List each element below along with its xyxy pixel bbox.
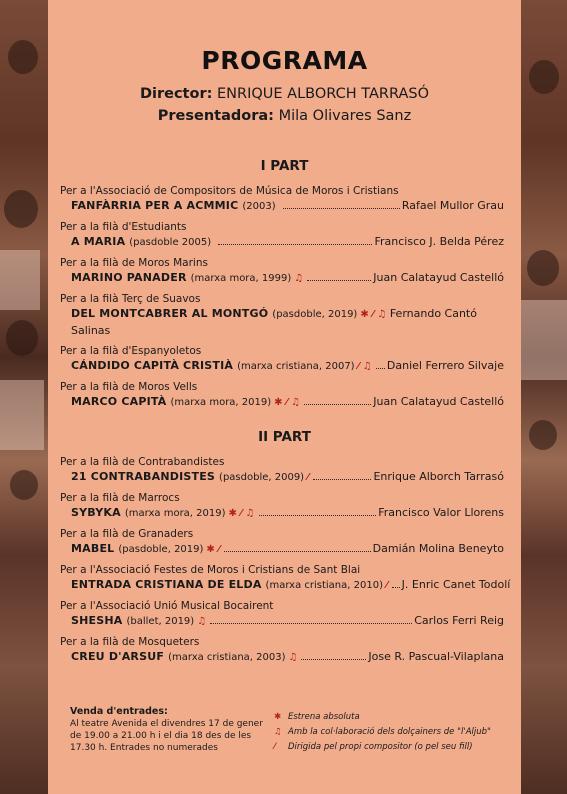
music-note-icon: ♫ xyxy=(274,727,282,737)
leader-dots xyxy=(313,479,372,480)
program-entry xyxy=(60,455,504,486)
legend-item: ⁄ Dirigida pel propi compositor (o pel seu fill) xyxy=(274,740,491,755)
program-entry xyxy=(60,220,504,251)
composer: Juan Calatayud Castelló xyxy=(373,395,504,408)
dedication: Per a l'Associació de Compositors de Música de Moros i Cristians xyxy=(60,185,399,197)
right-photo-strip xyxy=(521,0,567,794)
dedication: Per a la filà de Moros Marins xyxy=(60,257,208,269)
work-line xyxy=(60,577,511,594)
symbol-icons: ♫ xyxy=(288,652,298,663)
work-details: (marxa cristiana, 2007) xyxy=(237,361,355,372)
leader-dots xyxy=(304,404,371,405)
leader-dots xyxy=(224,551,371,552)
dedication: Per a l'Associació Festes de Moros i Cristians de Sant Blai xyxy=(60,564,361,576)
program-entry xyxy=(60,527,504,558)
work-line xyxy=(60,613,504,630)
symbol-icons: ✱ ⁄ xyxy=(206,544,220,555)
symbol-icons: ♫ xyxy=(197,616,207,627)
work-details: (pasdoble, 2019) xyxy=(272,309,358,320)
composer: Jose R. Pascual-Vilaplana xyxy=(368,650,504,663)
work-line xyxy=(60,270,504,287)
work-details: (marxa mora, 2019) xyxy=(124,508,226,519)
part-one-heading: I PART xyxy=(260,158,309,174)
left-photo-strip xyxy=(0,0,48,794)
work-details: (marxa cristiana, 2003) xyxy=(168,652,286,663)
program-entry xyxy=(60,256,504,287)
work-details: (ballet, 2019) xyxy=(126,616,195,627)
director-name: ENRIQUE ALBORCH TARRASÓ xyxy=(217,86,430,102)
leader-dots xyxy=(307,280,371,281)
symbol-legend xyxy=(274,710,491,755)
work-line xyxy=(60,505,504,522)
work-details: (pasdoble, 2019) xyxy=(118,544,204,555)
dedication: Per a la filà de Granaders xyxy=(60,528,194,540)
presenter-name: Mila Olivares Sanz xyxy=(278,108,412,124)
symbol-icons: ⁄ xyxy=(307,472,309,483)
composer: Francisco J. Belda Pérez xyxy=(374,235,504,248)
director-label: Director: xyxy=(139,86,213,102)
dedication: Per a la filà de Contrabandistes xyxy=(60,456,225,468)
work-title: SHESHA xyxy=(71,614,123,627)
program-entry xyxy=(60,380,504,411)
work-details: (marxa mora, 2019) xyxy=(170,397,272,408)
composer: Francisco Valor Llorens xyxy=(378,506,504,519)
dedication: Per a la filà d'Espanyoletos xyxy=(60,345,202,357)
symbol-icons: ✱ ⁄ ♫ xyxy=(228,508,255,519)
leader-dots xyxy=(392,587,400,588)
work-line xyxy=(60,234,504,251)
tickets-info xyxy=(70,706,270,754)
work-title: A MARIA xyxy=(71,235,126,248)
dedication: Per a la filà Terç de Suavos xyxy=(60,293,201,305)
page-title: PROGRAMA xyxy=(201,46,368,75)
tickets-title: Venda d'entrades: xyxy=(70,706,168,717)
dedication: Per a la filà de Mosqueters xyxy=(60,636,200,648)
leader-dots xyxy=(259,515,377,516)
tickets-text: Al teatre Avenida el divendres 17 de gener de 19.00 a 21.00 h i el dia 18 des de les 17.30 h. Entrades no numerades xyxy=(70,719,263,753)
composer: Daniel Ferrero Silvaje xyxy=(386,359,504,372)
dedication: Per a la filà de Marrocs xyxy=(60,492,180,504)
leader-dots xyxy=(218,244,372,245)
leader-dots xyxy=(301,659,366,660)
program-entry xyxy=(60,184,504,215)
work-title: MARINO PANADER xyxy=(71,271,187,284)
work-line xyxy=(60,306,504,339)
premiere-icon: ✱ xyxy=(274,712,282,722)
dedication: Per a l'Associació Unió Musical Bocairent xyxy=(60,600,274,612)
dedication: Per a la filà d'Estudiants xyxy=(60,221,187,233)
program-entry xyxy=(60,563,511,594)
presenter-line xyxy=(48,108,521,124)
composer: Enrique Alborch Tarrasó xyxy=(373,470,504,483)
work-title: 21 CONTRABANDISTES xyxy=(71,470,216,483)
work-line xyxy=(60,198,504,215)
work-details: (marxa cristiana, 2010) xyxy=(265,580,383,591)
presenter-label: Presentadora: xyxy=(157,108,274,124)
work-title: DEL MONTCABRER AL MONTGÓ xyxy=(71,307,269,320)
program-panel xyxy=(48,0,521,794)
leader-dots xyxy=(283,208,400,209)
program-entry xyxy=(60,599,504,630)
baton-icon: ⁄ xyxy=(274,742,276,752)
part-two-heading: II PART xyxy=(258,429,311,445)
work-line xyxy=(60,469,504,486)
legend-item: ✱ Estrena absoluta xyxy=(274,710,491,725)
program-entry xyxy=(60,635,504,666)
work-line xyxy=(60,541,504,558)
composer: Carlos Ferri Reig xyxy=(414,614,504,627)
work-details: (pasdoble 2005) xyxy=(129,237,212,248)
work-details: (2003) xyxy=(242,201,276,212)
work-details: (pasdoble, 2009) xyxy=(219,472,305,483)
leader-dots xyxy=(210,623,412,624)
work-title: MARCO CAPITÀ xyxy=(71,395,167,408)
work-title: MABEL xyxy=(71,542,115,555)
legend-item: ♫ Amb la col·laboració dels dolçainers de "l'Aljub" xyxy=(274,725,491,740)
work-line xyxy=(60,394,504,411)
work-title: ENTRADA CRISTIANA DE ELDA xyxy=(71,578,262,591)
symbol-icons: ⁄ ♫ xyxy=(357,361,372,372)
work-line xyxy=(60,649,504,666)
program-entry xyxy=(60,344,504,375)
work-title: SYBYKA xyxy=(71,506,121,519)
program-entry xyxy=(60,292,504,339)
symbol-icons: ✱ ⁄ ♫ xyxy=(274,397,301,408)
composer: Fernando Cantó Salinas xyxy=(71,307,477,337)
composer: Damián Molina Beneyto xyxy=(372,542,504,555)
composer: J. Enric Canet Todolí xyxy=(401,578,511,591)
work-title: CREU D'ARSUF xyxy=(71,650,165,663)
symbol-icons: ✱ ⁄ ♫ xyxy=(360,309,387,320)
work-title: CÁNDIDO CAPITÀ CRISTIÀ xyxy=(71,359,234,372)
symbol-icons: ⁄ xyxy=(385,580,388,591)
composer: Juan Calatayud Castelló xyxy=(373,271,504,284)
dedication: Per a la filà de Moros Vells xyxy=(60,381,198,393)
leader-dots xyxy=(376,368,385,369)
work-line xyxy=(60,358,504,375)
composer: Rafael Mullor Grau xyxy=(401,199,504,212)
program-entry xyxy=(60,491,504,522)
director-line xyxy=(48,86,521,102)
work-title: FANFÀRRIA PER A ACMMIC xyxy=(71,199,239,212)
symbol-icons: ♫ xyxy=(294,273,304,284)
work-details: (marxa mora, 1999) xyxy=(190,273,292,284)
